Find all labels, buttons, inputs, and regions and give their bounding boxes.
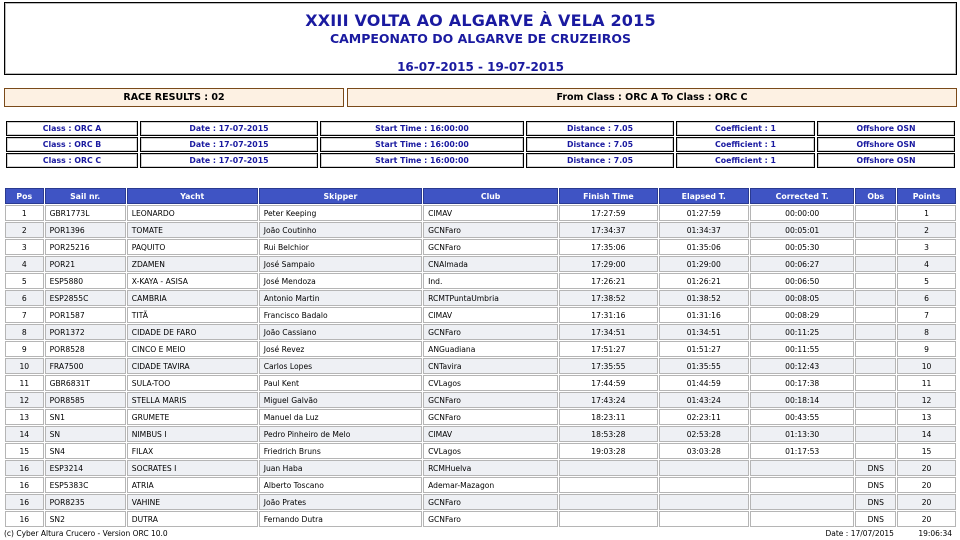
table-cell: GRUMETE [127,409,258,425]
table-cell: DNS [855,460,896,476]
table-cell: STELLA MARIS [127,392,258,408]
table-cell: Pedro Pinheiro de Melo [259,426,422,442]
table-cell: 14 [897,426,956,442]
table-cell [855,392,896,408]
table-cell: 16 [5,477,44,493]
table-cell: 01:29:00 [659,256,749,272]
table-cell: CAMBRIA [127,290,258,306]
table-cell: 3 [5,239,44,255]
table-cell [855,341,896,357]
table-row [5,511,956,527]
table-cell: 5 [5,273,44,289]
table-cell: GCNFaro [423,392,558,408]
table-cell: CINCO E MEIO [127,341,258,357]
table-cell: 00:11:55 [750,341,855,357]
table-cell: 17:44:59 [559,375,657,391]
table-cell [855,205,896,221]
table-cell: ANGuadiana [423,341,558,357]
table-cell: 14 [5,426,44,442]
table-cell: X-KAYA - ASISA [127,273,258,289]
table-cell: NIMBUS I [127,426,258,442]
table-cell: 01:27:59 [659,205,749,221]
table-cell: 01:34:37 [659,222,749,238]
table-cell: 01:38:52 [659,290,749,306]
column-header: Finish Time [559,188,657,204]
table-cell: Miguel Galvão [259,392,422,408]
table-cell: GBR6831T [45,375,126,391]
class-info-cell: Start Time : 16:00:00 [320,153,524,168]
table-row [5,392,956,408]
table-cell: DNS [855,511,896,527]
table-cell: 16 [5,460,44,476]
table-cell: ESP5383C [45,477,126,493]
table-cell: 17:27:59 [559,205,657,221]
column-header: Yacht [127,188,258,204]
table-cell: 17:51:27 [559,341,657,357]
table-cell: CIMAV [423,205,558,221]
class-info-cell: Date : 17-07-2015 [140,153,318,168]
table-cell [659,494,749,510]
class-info-cell: Offshore OSN [817,153,955,168]
table-cell: 00:08:05 [750,290,855,306]
class-info-cell: Distance : 7.05 [526,153,674,168]
table-cell [855,307,896,323]
table-cell: João Prates [259,494,422,510]
table-cell [559,494,657,510]
table-cell: 00:18:14 [750,392,855,408]
table-row [5,290,956,306]
table-cell: SN1 [45,409,126,425]
table-row [5,409,956,425]
class-info-cell: Class : ORC B [6,137,138,152]
table-cell: 00:11:25 [750,324,855,340]
column-header: Skipper [259,188,422,204]
table-cell: 17:31:16 [559,307,657,323]
table-cell [855,358,896,374]
table-cell: 01:43:24 [659,392,749,408]
table-row [5,358,956,374]
table-cell: Alberto Toscano [259,477,422,493]
table-cell: João Coutinho [259,222,422,238]
table-cell: CNTavira [423,358,558,374]
footer-date: Date : 17/07/2015 [825,529,894,538]
table-row [5,443,956,459]
class-info-cell: Class : ORC C [6,153,138,168]
class-info-cell: Coefficient : 1 [676,153,815,168]
class-info-cell: Coefficient : 1 [676,137,815,152]
table-cell: 15 [5,443,44,459]
class-info-cell: Distance : 7.05 [526,121,674,136]
table-cell: 6 [897,290,956,306]
table-cell: 02:53:28 [659,426,749,442]
table-cell: Antonio Martin [259,290,422,306]
table-cell [855,426,896,442]
race-results-label: RACE RESULTS : 02 [4,88,344,107]
class-info-table [4,120,957,169]
class-range-label: From Class : ORC A To Class : ORC C [347,88,957,107]
table-cell: 00:17:38 [750,375,855,391]
table-cell: Friedrich Bruns [259,443,422,459]
table-cell: 17:34:37 [559,222,657,238]
table-cell: VAHINE [127,494,258,510]
table-cell: GCNFaro [423,239,558,255]
race-info-bar [4,88,957,107]
table-row [5,426,956,442]
table-cell [855,273,896,289]
table-cell: CNAlmada [423,256,558,272]
table-cell: 00:00:00 [750,205,855,221]
table-cell: 00:08:29 [750,307,855,323]
table-cell: 16 [5,511,44,527]
event-title: XXIII VOLTA AO ALGARVE À VELA 2015 [305,11,656,30]
table-cell: 10 [897,358,956,374]
table-cell: 01:35:06 [659,239,749,255]
table-row [5,375,956,391]
column-header: Pos [5,188,44,204]
table-cell: 00:05:30 [750,239,855,255]
table-cell: Ind. [423,273,558,289]
table-cell: 17:29:00 [559,256,657,272]
table-cell: SOCRATES I [127,460,258,476]
class-info-cell: Distance : 7.05 [526,137,674,152]
table-row [5,477,956,493]
table-cell: 00:43:55 [750,409,855,425]
table-cell: SULA-TOO [127,375,258,391]
table-row [5,324,956,340]
table-cell: José Revez [259,341,422,357]
table-cell: FILAX [127,443,258,459]
table-cell [659,460,749,476]
class-info-cell: Date : 17-07-2015 [140,137,318,152]
column-header: Corrected T. [750,188,855,204]
table-cell: CVLagos [423,443,558,459]
table-cell: 17:38:52 [559,290,657,306]
results-table [4,187,957,528]
table-cell: 00:12:43 [750,358,855,374]
table-row [5,460,956,476]
table-cell: 20 [897,511,956,527]
table-cell: Carlos Lopes [259,358,422,374]
table-cell: Ademar-Mazagon [423,477,558,493]
table-cell [855,443,896,459]
table-cell: ATRIA [127,477,258,493]
table-cell: 18:23:11 [559,409,657,425]
table-cell: CIDADE TAVIRA [127,358,258,374]
table-cell [750,494,855,510]
table-row [5,494,956,510]
table-cell: POR1372 [45,324,126,340]
table-row [5,307,956,323]
table-cell [855,256,896,272]
table-cell: CIMAV [423,426,558,442]
table-cell: GCNFaro [423,511,558,527]
table-cell: Rui Belchior [259,239,422,255]
table-cell: GCNFaro [423,324,558,340]
table-cell: POR8235 [45,494,126,510]
table-cell: Fernando Dutra [259,511,422,527]
table-cell: POR1587 [45,307,126,323]
table-cell: 5 [897,273,956,289]
table-cell: POR8585 [45,392,126,408]
table-row [5,222,956,238]
table-cell: 7 [5,307,44,323]
column-header: Obs [855,188,896,204]
table-cell: 17:43:24 [559,392,657,408]
table-cell: GBR1773L [45,205,126,221]
column-header: Sail nr. [45,188,126,204]
event-dates: 16-07-2015 - 19-07-2015 [397,60,564,74]
table-cell [855,290,896,306]
table-cell: 01:35:55 [659,358,749,374]
table-cell: 12 [5,392,44,408]
table-cell: Francisco Badalo [259,307,422,323]
table-cell [659,511,749,527]
table-cell [559,511,657,527]
table-cell: 4 [5,256,44,272]
table-cell [750,511,855,527]
table-cell: 13 [5,409,44,425]
table-row [5,341,956,357]
table-cell: POR21 [45,256,126,272]
table-cell: TITÃ [127,307,258,323]
table-cell: Peter Keeping [259,205,422,221]
table-cell: 20 [897,494,956,510]
table-row [5,239,956,255]
table-cell [855,324,896,340]
table-cell: SN2 [45,511,126,527]
table-row [5,205,956,221]
table-cell: ZDAMEN [127,256,258,272]
table-cell: PAQUITO [127,239,258,255]
table-row [5,256,956,272]
table-cell: LEONARDO [127,205,258,221]
table-cell: Paul Kent [259,375,422,391]
championship-subtitle: CAMPEONATO DO ALGARVE DE CRUZEIROS [329,31,632,46]
table-cell: José Mendoza [259,273,422,289]
table-cell: POR1396 [45,222,126,238]
class-info-cell: Coefficient : 1 [676,121,815,136]
table-cell: 01:31:16 [659,307,749,323]
class-info-cell: Offshore OSN [817,121,955,136]
table-cell: 11 [897,375,956,391]
table-cell: DNS [855,494,896,510]
table-cell: 16 [5,494,44,510]
software-credit: (c) Cyber Altura Crucero - Version ORC 10.0 [4,529,168,538]
report-header [4,2,957,75]
table-cell: 8 [5,324,44,340]
table-cell: GCNFaro [423,222,558,238]
table-cell: 10 [5,358,44,374]
table-cell: João Cassiano [259,324,422,340]
table-cell [559,477,657,493]
table-cell: 2 [5,222,44,238]
table-cell: ESP3214 [45,460,126,476]
table-cell: GCNFaro [423,409,558,425]
table-cell: 7 [897,307,956,323]
table-cell [559,460,657,476]
table-cell: 20 [897,460,956,476]
table-cell: 8 [897,324,956,340]
table-cell: SN4 [45,443,126,459]
table-cell: 3 [897,239,956,255]
class-info-cell: Start Time : 16:00:00 [320,137,524,152]
table-cell: 01:51:27 [659,341,749,357]
results-header-row [5,188,956,204]
table-cell: 2 [897,222,956,238]
table-cell: 00:05:01 [750,222,855,238]
table-cell: 4 [897,256,956,272]
table-cell: 17:35:06 [559,239,657,255]
column-header: Club [423,188,558,204]
table-cell: 13 [897,409,956,425]
table-cell: 01:17:53 [750,443,855,459]
footer-time: 19:06:34 [918,529,952,538]
table-cell: 03:03:28 [659,443,749,459]
table-cell [659,477,749,493]
class-info-cell: Offshore OSN [817,137,955,152]
table-cell: 00:06:50 [750,273,855,289]
table-cell: 1 [897,205,956,221]
table-cell: 9 [897,341,956,357]
table-cell: 01:44:59 [659,375,749,391]
table-cell: 01:34:51 [659,324,749,340]
table-cell: 18:53:28 [559,426,657,442]
table-cell [855,222,896,238]
table-cell [750,477,855,493]
table-cell: CVLagos [423,375,558,391]
table-cell: GCNFaro [423,494,558,510]
class-info-row [6,121,955,136]
table-cell: RCMTPuntaUmbria [423,290,558,306]
table-cell: CIMAV [423,307,558,323]
table-cell: RCMHuelva [423,460,558,476]
table-cell [855,375,896,391]
table-cell: TOMATE [127,222,258,238]
class-info-row [6,153,955,168]
table-cell: Juan Haba [259,460,422,476]
table-cell [855,239,896,255]
table-cell: 12 [897,392,956,408]
report-footer [4,529,952,538]
column-header: Elapsed T. [659,188,749,204]
table-cell: 6 [5,290,44,306]
table-cell: 01:26:21 [659,273,749,289]
table-cell: 17:35:55 [559,358,657,374]
class-info-cell: Start Time : 16:00:00 [320,121,524,136]
class-info-row [6,137,955,152]
table-cell: 1 [5,205,44,221]
table-cell: 9 [5,341,44,357]
table-cell: ESP5880 [45,273,126,289]
table-row [5,273,956,289]
table-cell [855,409,896,425]
table-cell: 17:26:21 [559,273,657,289]
column-header: Points [897,188,956,204]
table-cell: POR8528 [45,341,126,357]
table-cell: 00:06:27 [750,256,855,272]
table-cell: POR25216 [45,239,126,255]
table-cell: 15 [897,443,956,459]
table-cell: 02:23:11 [659,409,749,425]
table-cell: José Sampaio [259,256,422,272]
table-cell: 17:34:51 [559,324,657,340]
table-cell [750,460,855,476]
class-info-cell: Class : ORC A [6,121,138,136]
table-cell: 01:13:30 [750,426,855,442]
table-cell: DNS [855,477,896,493]
table-cell: CIDADE DE FARO [127,324,258,340]
class-info-cell: Date : 17-07-2015 [140,121,318,136]
table-cell: DUTRA [127,511,258,527]
table-cell: 11 [5,375,44,391]
table-cell: 20 [897,477,956,493]
table-cell: ESP2855C [45,290,126,306]
table-cell: 19:03:28 [559,443,657,459]
table-cell: Manuel da Luz [259,409,422,425]
table-cell: SN [45,426,126,442]
table-cell: FRA7500 [45,358,126,374]
